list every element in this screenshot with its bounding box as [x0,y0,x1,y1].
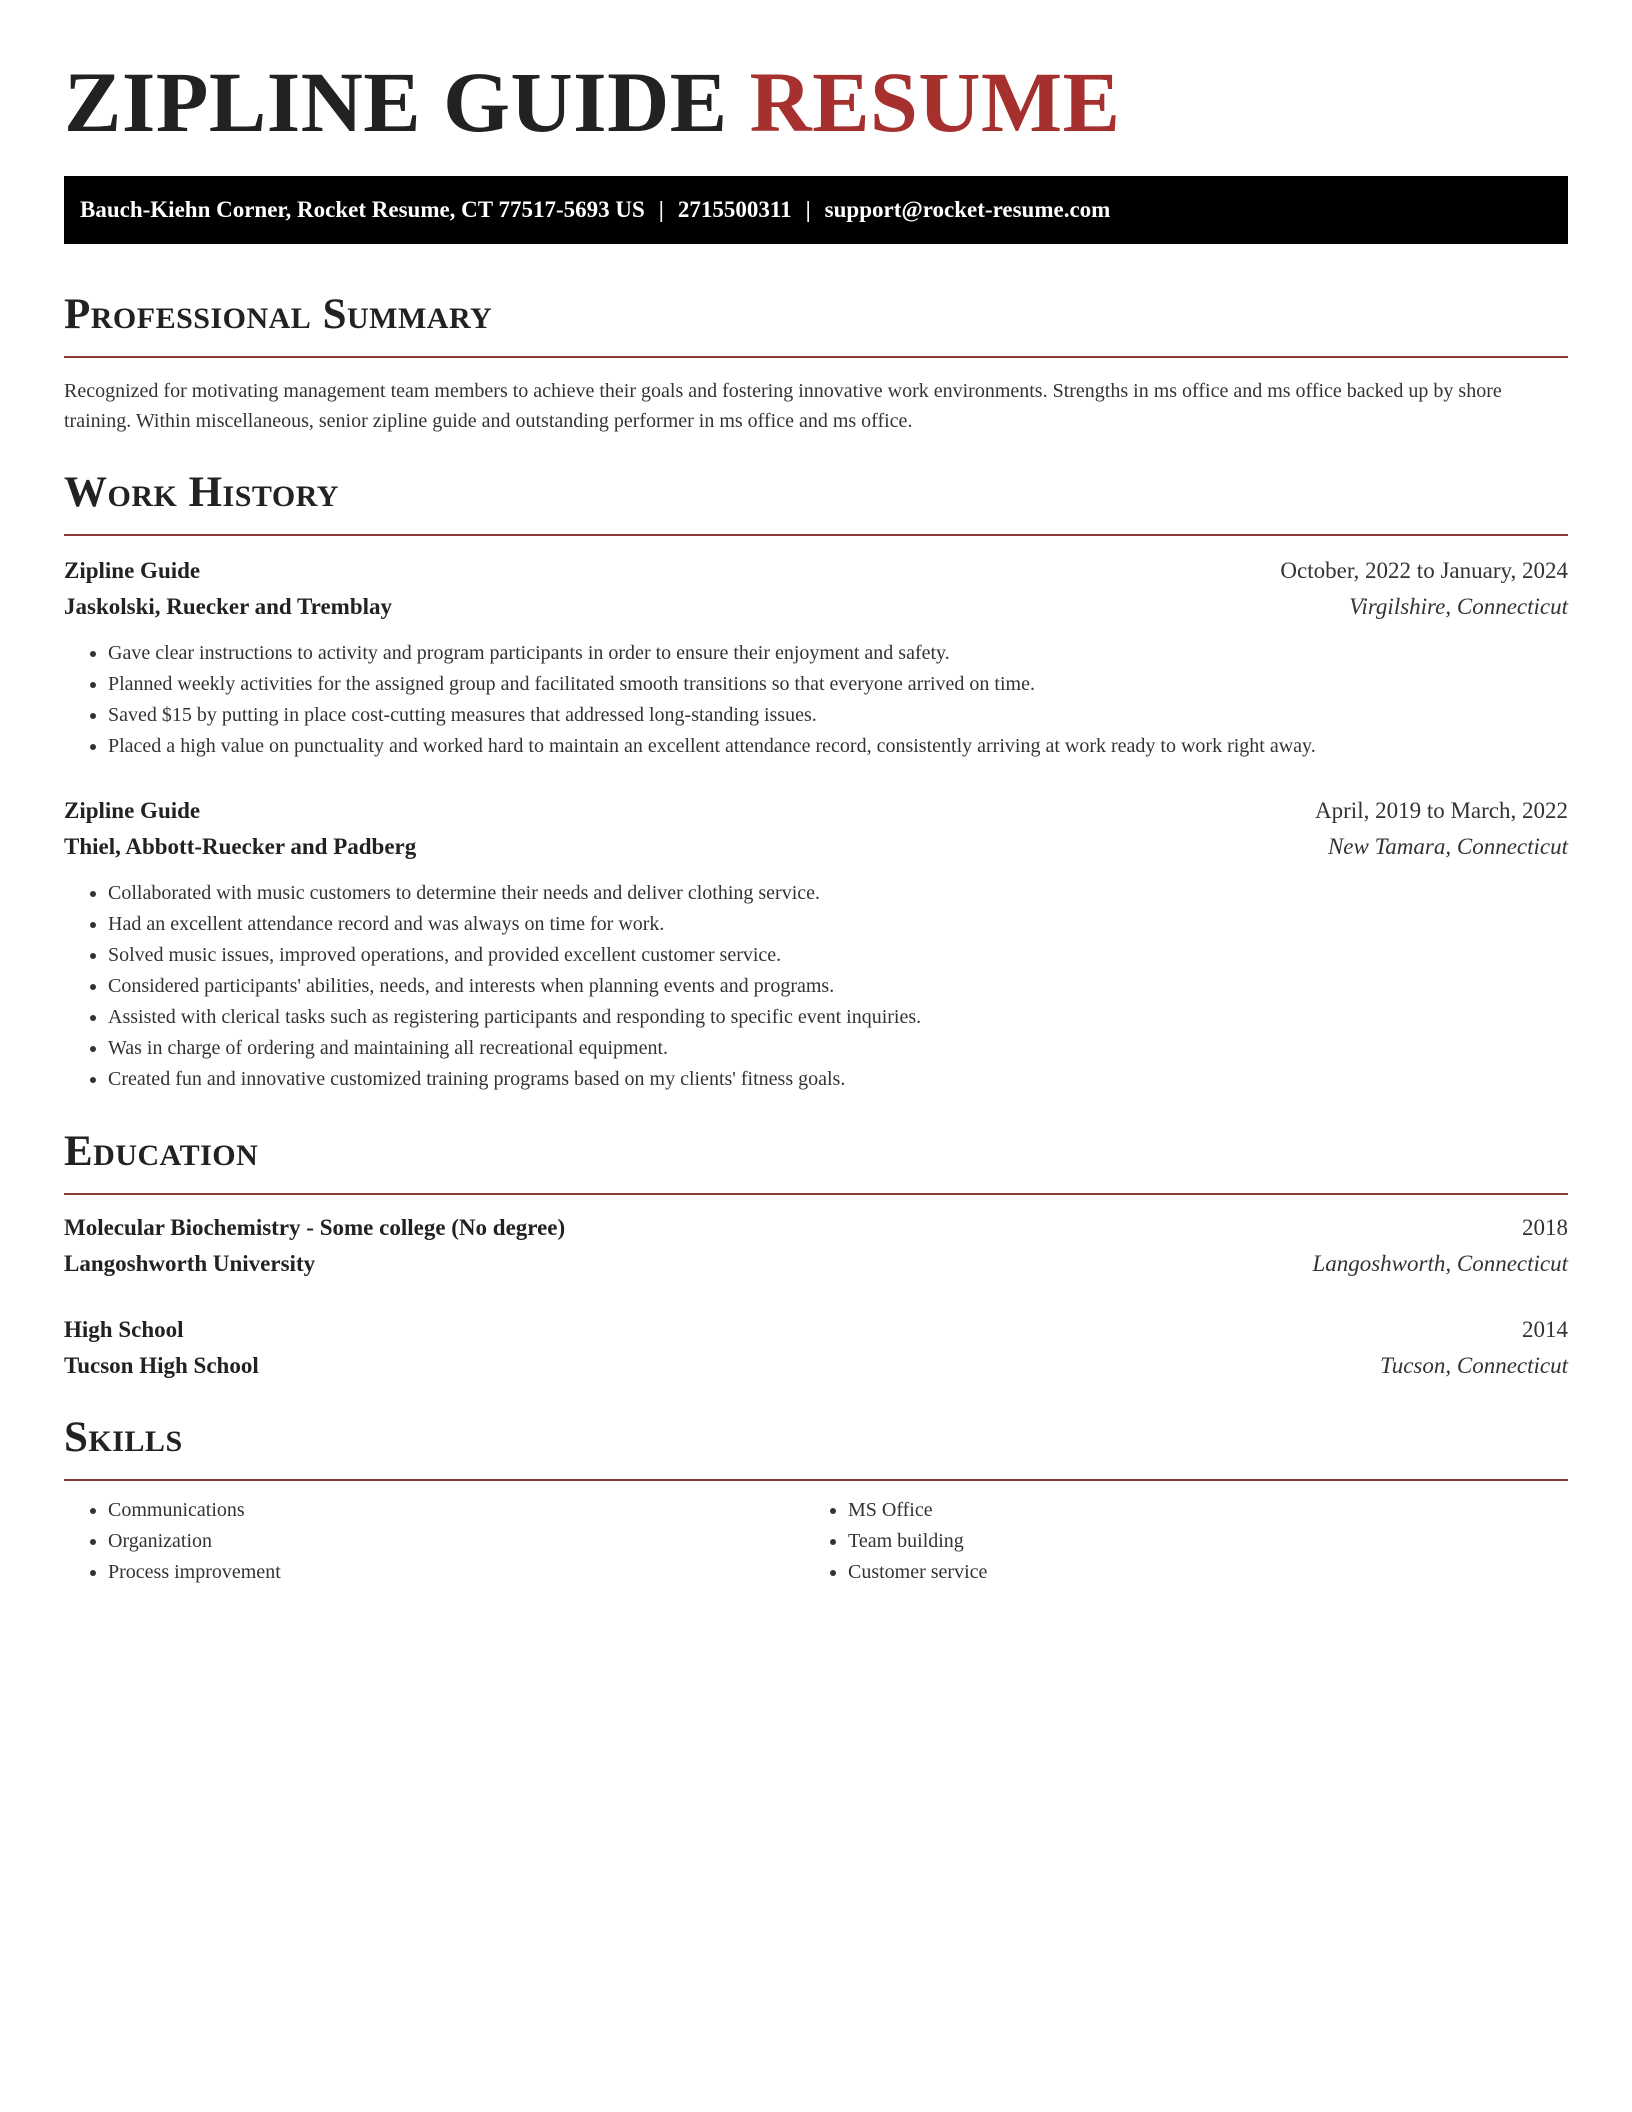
job-entry [64,556,1568,762]
education-degree: High School [64,1317,184,1342]
contact-separator: | [805,197,811,222]
job-company-row [64,592,1568,622]
skill-item: • Team building [848,1526,1544,1557]
section-divider [64,1193,1568,1195]
skill-item: • Process improvement [108,1557,804,1588]
work-history-section [64,466,1568,1095]
job-company-row [64,832,1568,862]
education-header-row [64,1213,1568,1243]
skills-heading: Skills [64,1414,183,1461]
title-main: ZIPLINE GUIDE [64,54,728,150]
skills-section [64,1411,1568,1588]
skill-item: • Customer service [848,1557,1544,1588]
education-entry [64,1315,1568,1381]
skill-item: • MS Office [848,1495,1544,1526]
job-bullets [64,878,1568,1095]
job-bullets [64,638,1568,762]
education-school-row [64,1249,1568,1279]
job-location: Virgilshire, Connecticut [1349,594,1568,619]
job-company: Jaskolski, Ruecker and Tremblay [64,594,393,619]
job-dates: April, 2019 to March, 2022 [1315,798,1568,823]
list-item: • Considered participants' abilities, needs, and interests when planning events and programs. [108,971,1568,1002]
list-item: • Saved $15 by putting in place cost-cutting measures that addressed long-standing issues. [108,700,1568,731]
skills-column-right [804,1495,1544,1588]
section-divider [64,534,1568,536]
list-item: • Planned weekly activities for the assigned group and facilitated smooth transitions so that everyone arrived on time. [108,669,1568,700]
contact-email: support@rocket-resume.com [824,197,1111,222]
job-title: Zipline Guide [64,558,201,583]
education-school: Langoshworth University [64,1251,316,1276]
skills-grid [64,1495,1568,1588]
education-year: 2018 [1522,1215,1568,1240]
skills-column-left [64,1495,804,1588]
list-item: • Had an excellent attendance record and was always on time for work. [108,909,1568,940]
education-header-row [64,1315,1568,1345]
skill-item: • Organization [108,1526,804,1557]
section-divider [64,1479,1568,1481]
title-accent: RESUME [749,54,1121,150]
education-school-row [64,1351,1568,1381]
job-company: Thiel, Abbott-Ruecker and Padberg [64,834,417,859]
list-item: • Solved music issues, improved operations, and provided excellent customer service. [108,940,1568,971]
job-header-row [64,796,1568,826]
education-degree: Molecular Biochemistry - Some college (No degree) [64,1215,566,1240]
section-divider [64,356,1568,358]
education-heading: Education [64,1128,259,1175]
summary-heading: Professional Summary [64,291,493,338]
education-school: Tucson High School [64,1353,259,1378]
contact-bar [64,176,1568,244]
list-item: • Gave clear instructions to activity and program participants in order to ensure their enjoyment and safety. [108,638,1568,669]
job-entry [64,796,1568,1095]
summary-section [64,288,1568,436]
education-location: Tucson, Connecticut [1380,1353,1568,1378]
list-item: • Placed a high value on punctuality and worked hard to maintain an excellent attendance record, consistently arriving at work ready to work right away. [108,731,1568,762]
summary-text: Recognized for motivating management team members to achieve their goals and fostering innovative work environments. Strengths in ms office and ms office backed up by shore training. Within miscellaneous, senior zipline guide and outstanding performer in ms office and ms office. [64,380,1502,432]
list-item: • Created fun and innovative customized training programs based on my clients' fitness goals. [108,1064,1568,1095]
job-title: Zipline Guide [64,798,201,823]
list-item: • Collaborated with music customers to determine their needs and deliver clothing service. [108,878,1568,909]
contact-separator: | [658,197,664,222]
contact-address: Bauch-Kiehn Corner, Rocket Resume, CT 77517-5693 US [80,197,645,222]
education-section [64,1125,1568,1381]
education-entry [64,1213,1568,1279]
job-header-row [64,556,1568,586]
skill-item: • Communications [108,1495,804,1526]
work-history-heading: Work History [64,469,339,516]
list-item: • Was in charge of ordering and maintaining all recreational equipment. [108,1033,1568,1064]
education-year: 2014 [1522,1317,1568,1342]
job-location: New Tamara, Connecticut [1327,834,1568,859]
list-item: • Assisted with clerical tasks such as registering participants and responding to specific event inquiries. [108,1002,1568,1033]
education-location: Langoshworth, Connecticut [1312,1251,1568,1276]
resume-title [64,52,1568,152]
job-dates: October, 2022 to January, 2024 [1280,558,1568,583]
contact-phone: 2715500311 [677,197,792,222]
